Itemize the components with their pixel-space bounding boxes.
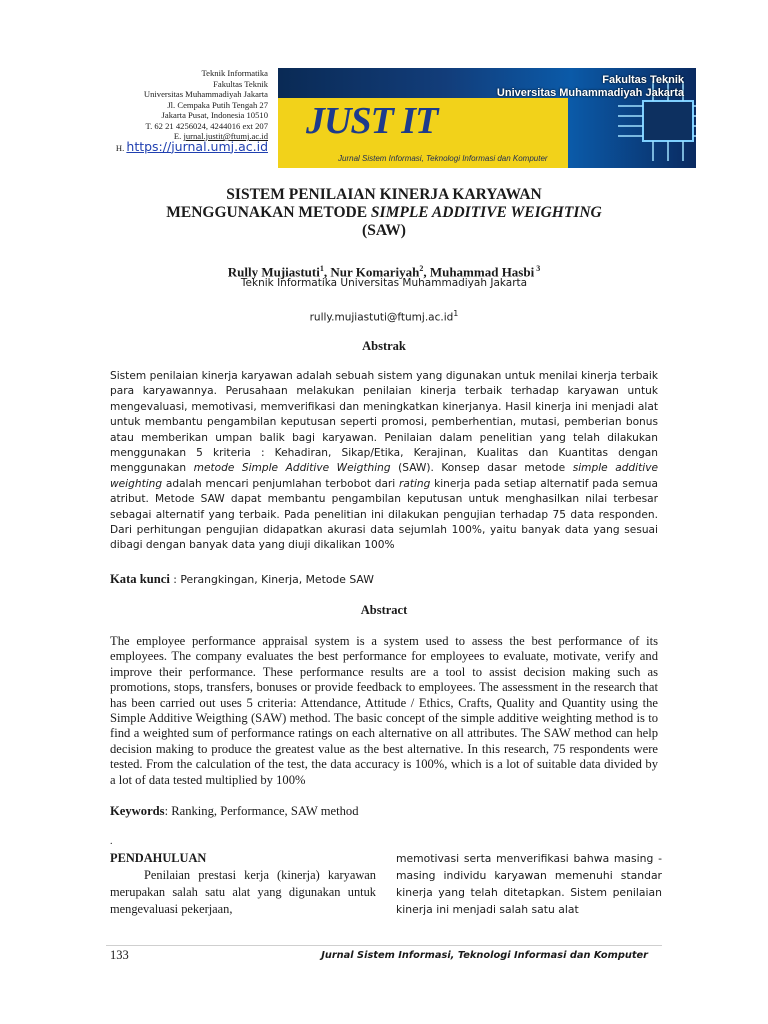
journal-logo-subtitle: Jurnal Sistem Informasi, Teknologi Informasi dan Komputer xyxy=(338,154,548,163)
corresponding-email-sup: 1 xyxy=(453,309,459,318)
section-heading: PENDAHULUAN xyxy=(110,851,207,865)
contact-line: Universitas Muhammadiyah Jakarta xyxy=(143,89,268,99)
email-link[interactable]: jurnal.justit@ftumj.ac.id xyxy=(183,131,268,141)
body-column-left xyxy=(110,850,376,918)
website-link[interactable]: https://jurnal.umj.ac.id xyxy=(126,138,268,154)
corresponding-email xyxy=(100,309,668,324)
abstrak-text-part: adalah mencari penjumlahan terbobot dari xyxy=(162,477,399,490)
body-paragraph: memotivasi serta menverifikasi bahwa masing - masing individu karyawan memenuhi standar kinerja yang telah ditetapkan. Sistem penilaian kinerja ini menjadi salah satu alat xyxy=(396,852,662,916)
author-sup: 1 xyxy=(319,264,324,273)
title-line-2-italic: SIMPLE ADDITIVE WEIGHTING xyxy=(370,204,602,221)
abstrak-text-italic: rating xyxy=(398,477,431,490)
keywords-values: : Ranking, Performance, SAW method xyxy=(164,804,359,818)
kata-kunci xyxy=(110,572,658,587)
footer-journal-name: Jurnal Sistem Informasi, Teknologi Informasi dan Komputer xyxy=(321,950,648,961)
contact-line: Jl. Cempaka Putih Tengah 27 xyxy=(167,99,268,110)
banner-university-name: Universitas Muhammadiyah Jakarta xyxy=(496,87,684,99)
contact-web xyxy=(100,138,268,154)
journal-logo: JUST IT xyxy=(306,100,438,142)
abstract-text: The employee performance appraisal system is a system used to assess the best performance of its employees. The company evaluates the best performance for employees to evaluate, motivate, verify and improve their performance. These performance results are a tool to assist decision making such as promotions, stops, transfers, bonuses or provide feedback to employees. The assessment in the research that has been carried out uses 5 criteria: Attendance, Attitude / Ethics, Crafts, Quality and Quantity using the Simple Additive Weigthing (SAW) method. The basic concept of the simple additive weighting method is to find a weighted sum of performance ratings on each alternative on all attributes. The SAW method can help decision making to produce the greatest value as the best alternative. In this research, 75 respondents were tested. From the calculation of the test, the data accuracy is 100%, which is a lot of suitable data divided by a lot of data tested multiplied by 100% xyxy=(110,634,658,787)
page-number: 133 xyxy=(110,948,129,962)
contact-line: Fakultas Teknik xyxy=(213,78,268,89)
stray-dot: . xyxy=(110,836,113,847)
banner-faculty xyxy=(497,74,684,100)
title-line-2-text: MENGGUNAKAN METODE xyxy=(166,204,371,221)
keywords-label: Keywords xyxy=(110,804,165,818)
corresponding-email-text[interactable]: rully.mujiastuti@ftumj.ac.id xyxy=(309,311,454,324)
footer-divider xyxy=(106,945,662,946)
kata-kunci-label: Kata kunci xyxy=(110,572,170,586)
abstrak-text-part: kinerja pada setiap alternatif pada semua atribut. Metode SAW dapat membantu pengambilan keputusan untuk menghasilkan nilai terbesar sebagai alternatif yang terbaik. Pada penelitian ini dilakukan pengujian terhadap 75 data responden. Dari perhitungan pengujian didapatkan akurasi data sejumlah 100%, yaitu banyak data yang sesuai dibagi dengan banyak data yang diuji dikalikan 100% xyxy=(110,477,658,552)
paper-title xyxy=(100,186,668,240)
author-sep: , xyxy=(423,264,430,280)
abstrak-heading: Abstrak xyxy=(362,339,406,353)
body-column-right xyxy=(396,850,662,918)
body-paragraph: Penilaian prestasi kerja (kinerja) karyawan merupakan salah satu alat yang digunakan untuk mengevaluasi pekerjaan, xyxy=(110,868,376,916)
contact-line: Jakarta Pusat, Indonesia 10510 xyxy=(161,110,268,120)
author-name: Nur Komariyah xyxy=(330,264,420,280)
journal-contact-block xyxy=(100,68,268,153)
email-prefix: E. xyxy=(173,131,182,141)
contact-line: Teknik Informatika xyxy=(201,68,268,78)
abstrak-text-part: (SAW). Konsep dasar metode xyxy=(390,462,573,475)
abstrak-text-italic: metode Simple Additive Weigthing xyxy=(193,462,391,475)
web-prefix: H. xyxy=(115,142,125,153)
abstract-heading: Abstract xyxy=(360,603,408,617)
author-sep: , xyxy=(323,264,331,280)
author-sup: 3 xyxy=(534,264,541,273)
kata-kunci-values: : Perangkingan, Kinerja, Metode SAW xyxy=(169,573,374,586)
banner-faculty-name: Fakultas Teknik xyxy=(602,74,684,86)
abstrak-text-part: Sistem penilaian kinerja karyawan adalah sebuah sistem yang digunakan untuk menilai kinerja terbaik para karyawannya. Perusahaan melakukan penilaian kinerja terbaik terhadap karyawan untuk mengevaluasi, memotivasi, memverifikasi dan meningkatkan kinerjanya. Hasil kinerja ini menjadi alat untuk membantu pengambilan keputusan seperti promosi, pemberhentian, mutasi, pemberian bonus atau memberikan umpan balik bagi karyawan. Penilaian dalam penelitian yang telah dilakukan menggunakan 5 kriteria : Kehadiran, Sikap/Etika, Kerajinan, Kualitas dan Kuantitas dengan menggunakan xyxy=(110,370,658,475)
title-line-3: (SAW) xyxy=(362,222,406,239)
author-name: Muhammad Hasbi xyxy=(429,264,535,280)
author-sup: 2 xyxy=(419,264,424,273)
contact-line: T. 62 21 4256024, 4244016 ext 207 xyxy=(145,120,268,131)
title-line-2 xyxy=(100,204,668,222)
journal-banner xyxy=(278,68,696,168)
title-line-1: SISTEM PENILAIAN KINERJA KARYAWAN xyxy=(226,186,542,203)
author-name: Rully Mujiastuti xyxy=(227,264,320,280)
affiliation: Teknik Informatika Universitas Muhammadiyah Jakarta xyxy=(240,277,528,289)
abstrak-text xyxy=(110,369,658,554)
keywords xyxy=(110,804,658,819)
abstrak-text-italic: simple additive weighting xyxy=(110,462,658,490)
